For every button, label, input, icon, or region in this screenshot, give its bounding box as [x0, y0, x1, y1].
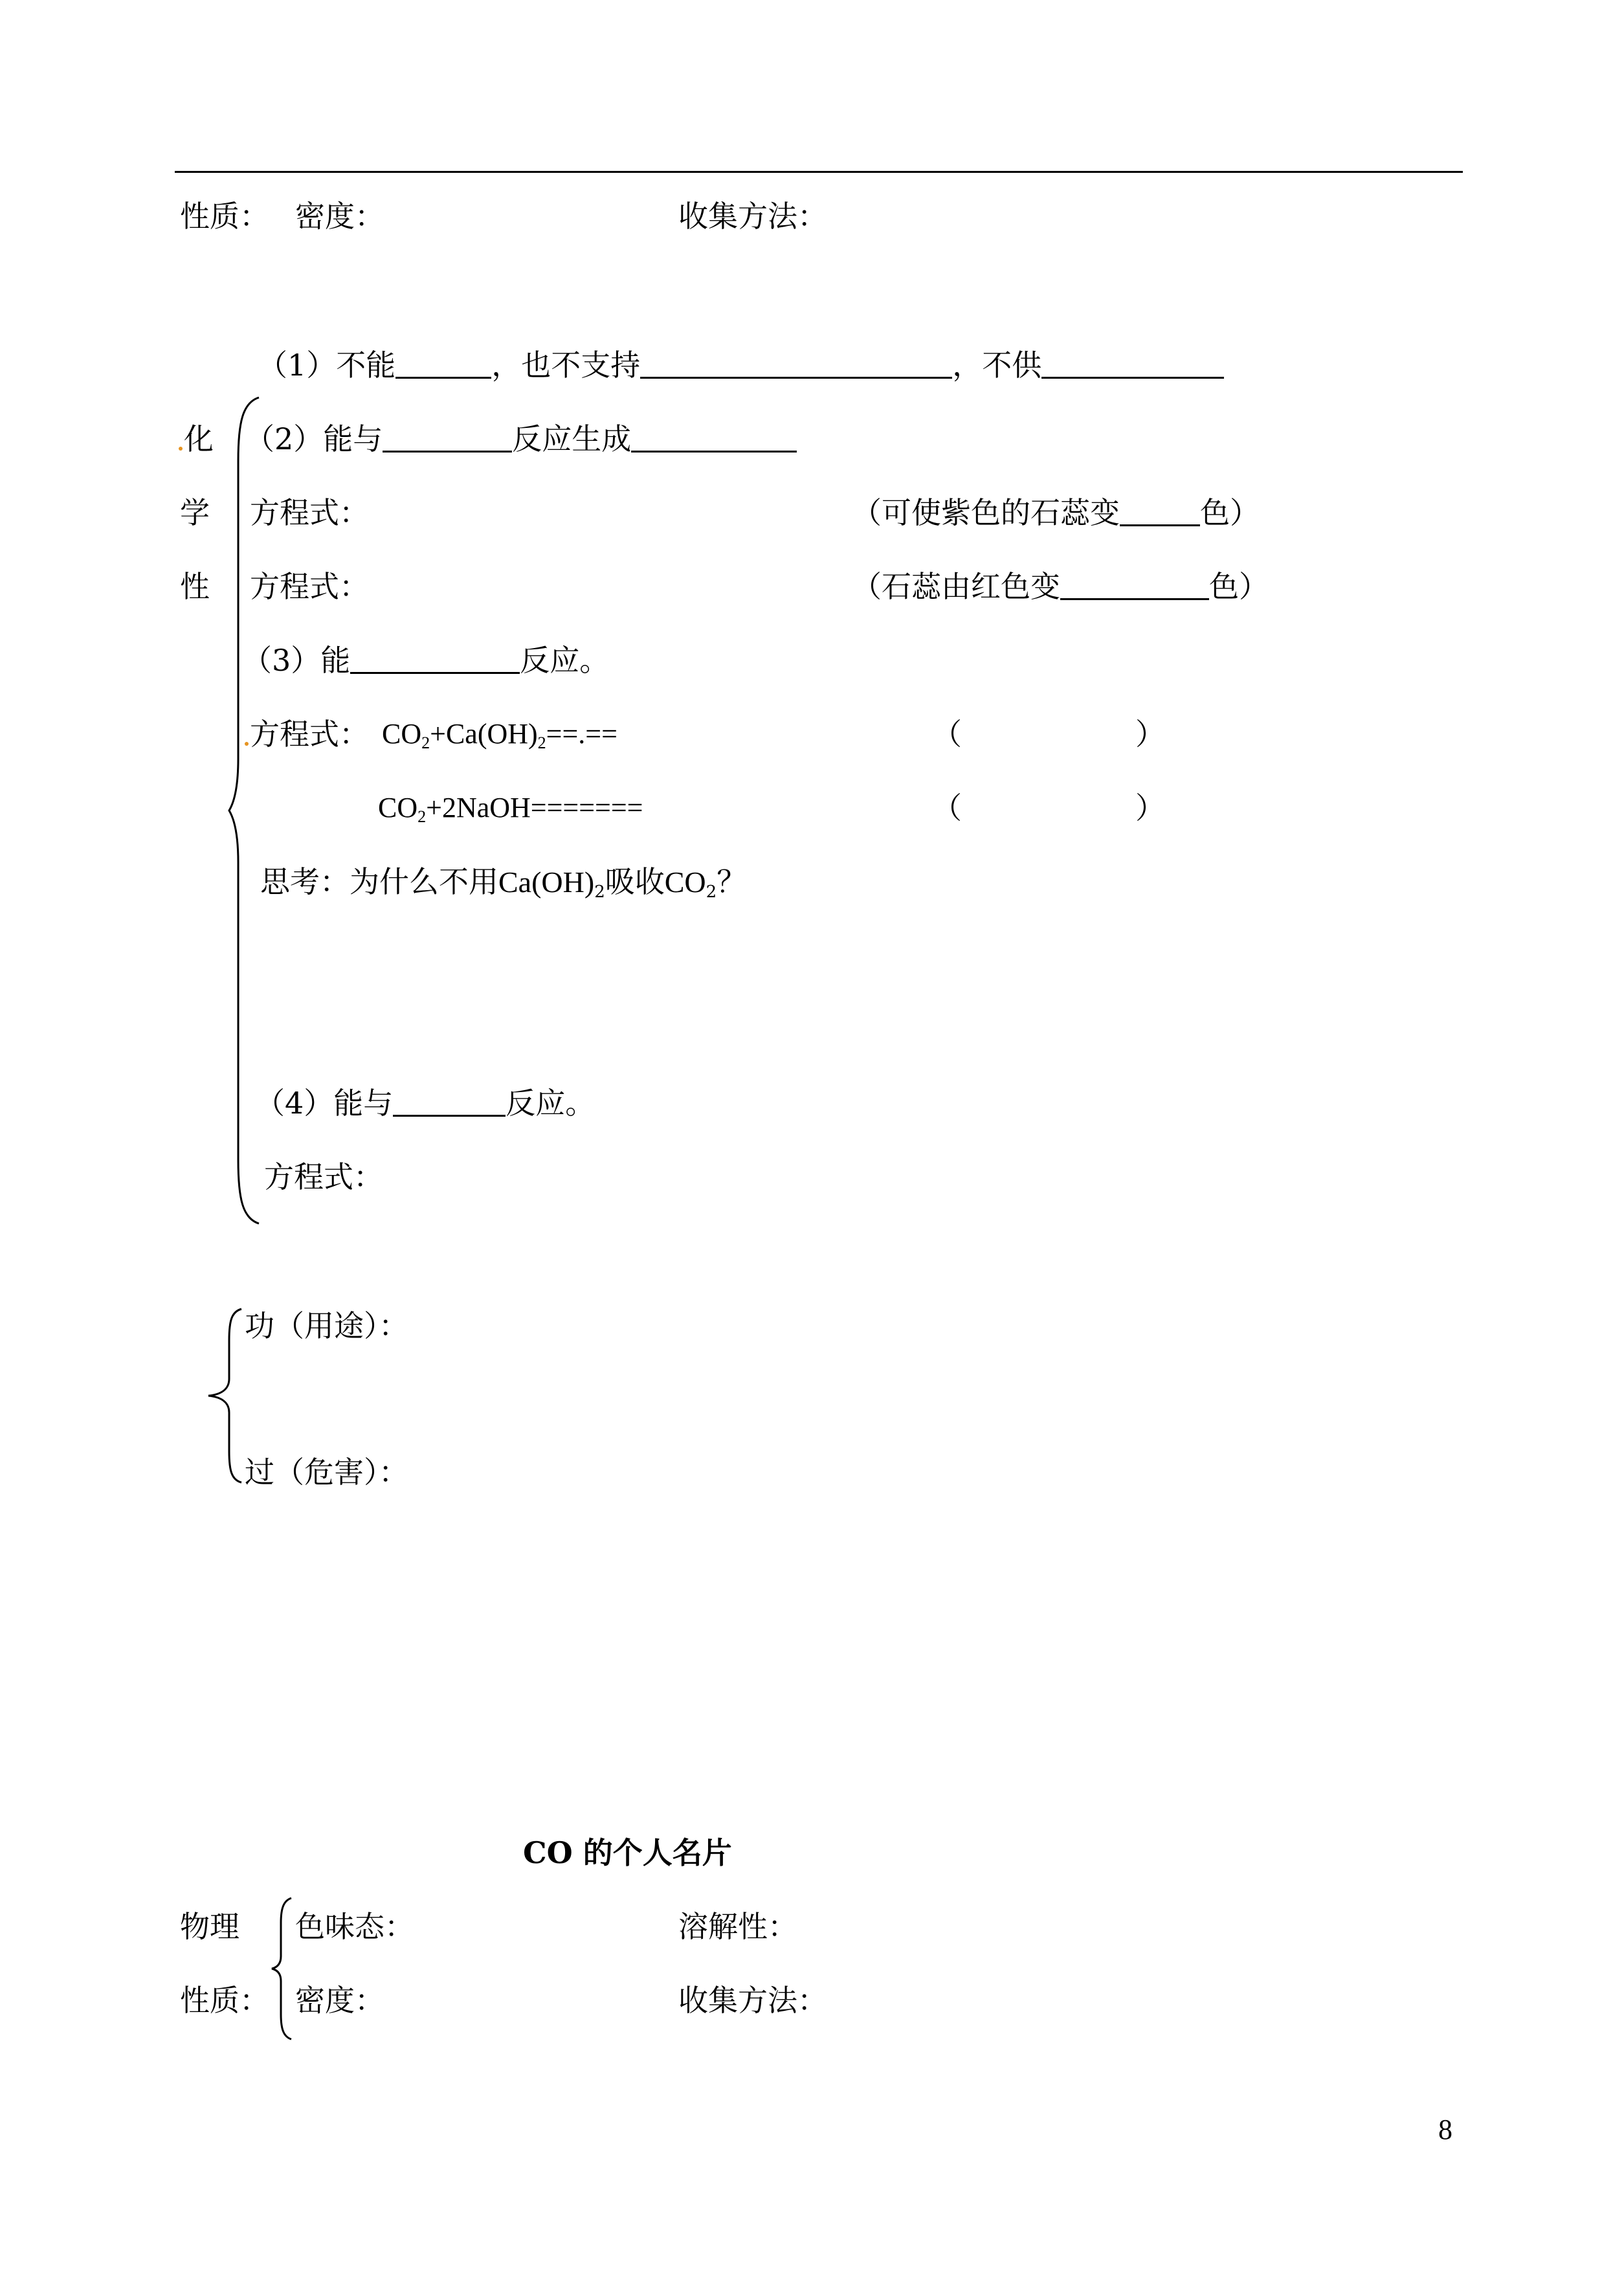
- header-rule: [175, 171, 1463, 173]
- litmus-note-a: （可使紫色的石蕊变 色）: [852, 495, 1260, 530]
- fault-label: 过（危害）：: [245, 1455, 408, 1490]
- chem-label-2: 学: [180, 495, 210, 530]
- equation-label: 方程式：: [250, 717, 369, 752]
- marker-dot: [179, 447, 183, 451]
- item1-line: （1）不能 ，也不支持 ，不供: [258, 347, 1224, 383]
- merit-fault-brace: [206, 1308, 245, 1484]
- physical-label: 物理: [180, 1909, 239, 1944]
- chem-label-1: 化: [184, 421, 214, 456]
- paren-right: ）: [1135, 790, 1165, 825]
- marker-dot: [245, 742, 249, 746]
- blank-input[interactable]: [350, 642, 520, 674]
- co-card-title: CO 的个人名片: [523, 1835, 732, 1870]
- equation-ca-oh2: $CO_2+Ca(OH)_2==.==$: [382, 718, 617, 752]
- blank-input[interactable]: [383, 421, 512, 453]
- co-physical-brace: [269, 1897, 295, 2041]
- blank-input[interactable]: [1120, 495, 1200, 526]
- paren-right: ）: [1135, 717, 1165, 752]
- equation-label: 方程式：: [264, 1159, 383, 1194]
- equation-label: 方程式：: [250, 569, 369, 604]
- collection-method-label: 收集方法：: [678, 199, 827, 234]
- item2-line: （2）能与 反应生成: [245, 421, 797, 457]
- blank-input[interactable]: [1041, 347, 1224, 379]
- merit-label: 功（用途）：: [245, 1308, 408, 1343]
- equation-label: 方程式：: [250, 495, 369, 530]
- blank-input[interactable]: [393, 1085, 506, 1117]
- blank-input[interactable]: [631, 421, 797, 453]
- property-label: 性质：: [180, 199, 269, 234]
- color-state-label: 色味态：: [295, 1909, 414, 1944]
- paren-left: （: [932, 790, 962, 825]
- item4-line: （4）能与 反应。: [255, 1086, 595, 1121]
- blank-input[interactable]: [1060, 568, 1209, 600]
- density-label: 密度：: [295, 199, 384, 234]
- page-number: 8: [1438, 2114, 1452, 2145]
- item3-line: （3）能 反应。: [242, 643, 610, 678]
- think-question: 思考：为什么不用$Ca(OH)_2$吸收$CO_2$？: [260, 864, 747, 902]
- blank-input[interactable]: [395, 347, 491, 379]
- collection-method-label: 收集方法：: [678, 1983, 827, 2018]
- equation-naoh: $CO_2+2NaOH=======$: [378, 792, 643, 826]
- paren-left: （: [932, 717, 962, 752]
- solubility-label: 溶解性：: [678, 1909, 797, 1944]
- property-label: 性质：: [180, 1983, 269, 2018]
- litmus-note-b: （石蕊由红色变 色）: [852, 569, 1269, 604]
- chem-label-3: 性: [180, 569, 210, 604]
- blank-input[interactable]: [640, 347, 952, 379]
- density-label: 密度：: [295, 1983, 384, 2018]
